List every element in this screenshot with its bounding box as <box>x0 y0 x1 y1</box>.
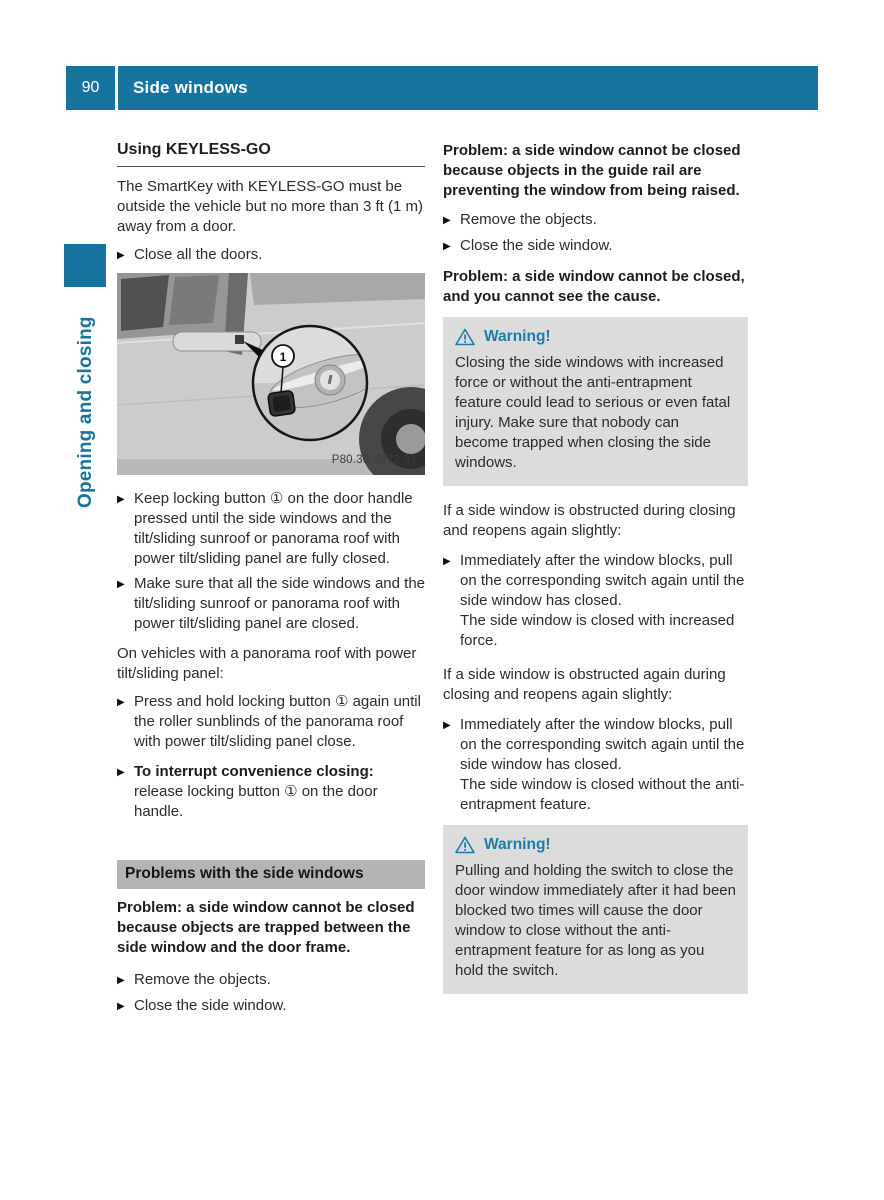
step-remove-objects: ▶ Remove the objects. <box>117 970 425 991</box>
step-remove-objects: ▶ Remove the objects. <box>443 210 748 231</box>
bullet-arrow-icon: ▶ <box>117 697 125 708</box>
bullet-arrow-icon: ▶ <box>117 250 125 261</box>
bullet-arrow-icon: ▶ <box>443 241 451 252</box>
obstructed-again-intro-paragraph: If a side window is obstructed again during closing and reopens again slightly: <box>443 666 726 703</box>
figure-door-handle-image <box>117 273 425 475</box>
step-pull-switch-again: ▶ Immediately after the window blocks, pull on the corresponding switch again until the side window has closed. The side window is closed with increased force. <box>443 551 748 651</box>
bullet-arrow-icon: ▶ <box>117 494 125 505</box>
step-close-side-window: ▶ Close the side window. <box>117 996 425 1017</box>
right-column <box>443 141 748 1009</box>
chapter-label: Opening and closing <box>75 316 96 508</box>
page-header <box>66 66 818 110</box>
warning-text: Closing the side windows with increased force or without the anti-entrapment feature could lead to serious or even fatal injury. Make sure that nobody can become trapped when closing the side windows. <box>455 354 731 471</box>
section-heading-problems: Problems with the side windows <box>117 860 425 889</box>
problem-objects-trapped: Problem: a side window cannot be closed because objects are trapped between the side window and the door frame. <box>117 899 415 956</box>
warning-box-increased-force <box>443 317 748 486</box>
warning-box-hold-switch <box>443 825 748 994</box>
step-result: The side window is closed with increased force. <box>460 612 735 649</box>
warning-title: Warning! <box>484 836 551 853</box>
step-make-sure-closed: ▶ Make sure that all the side windows and the tilt/sliding sunroof or panorama roof with power tilt/sliding panel are closed. <box>117 575 425 632</box>
bullet-arrow-icon: ▶ <box>443 556 451 567</box>
bullet-arrow-icon: ▶ <box>443 720 451 731</box>
figure-caption: P80.30-2272-31 <box>331 454 417 466</box>
step-pull-switch-again-2: ▶ Immediately after the window blocks, pull on the corresponding switch again until the side window has closed. The side window is closed without the anti-entrapment feature. <box>443 715 748 815</box>
problem-no-cause: Problem: a side window cannot be closed, and you cannot see the cause. <box>443 268 745 305</box>
step-close-all-doors: ▶ Close all the doors. <box>117 245 425 266</box>
bullet-arrow-icon: ▶ <box>117 579 125 590</box>
panorama-intro-paragraph: On vehicles with a panorama roof with power tilt/sliding panel: <box>117 645 417 682</box>
bullet-arrow-icon: ▶ <box>117 975 125 986</box>
keyless-intro-paragraph: The SmartKey with KEYLESS-GO must be outside the vehicle but no more than 3 ft (1 m) away from a door. <box>117 178 423 235</box>
warning-title: Warning! <box>484 328 551 345</box>
bullet-arrow-icon: ▶ <box>117 1001 125 1012</box>
step-close-side-window: ▶ Close the side window. <box>443 236 748 257</box>
callout-number: 1 <box>279 350 287 364</box>
door-handle-illustration <box>117 273 425 475</box>
page-title: Side windows <box>133 78 248 97</box>
bullet-arrow-icon: ▶ <box>443 215 451 226</box>
warning-text: Pulling and holding the switch to close the door window immediately after it had been blocked two times will cause the door window to close without the anti-entrapment feature for as long as you hold the switch. <box>455 862 736 979</box>
warning-triangle-icon <box>455 328 475 346</box>
step-result: The side window is closed without the anti-entrapment feature. <box>460 776 745 813</box>
bullet-arrow-icon: ▶ <box>117 767 125 778</box>
warning-triangle-icon <box>455 836 475 854</box>
step-keep-locking-button: ▶ Keep locking button ① on the door handle pressed until the side windows and the tilt/sliding sunroof or panorama roof with power tilt/sliding panel are fully closed. <box>117 490 413 567</box>
problem-guide-rail: Problem: a side window cannot be closed because objects in the guide rail are preventing the window from being raised. <box>443 142 741 199</box>
chapter-marker-square <box>64 244 106 287</box>
step-press-hold-locking-button: ▶ Press and hold locking button ① again until the roller sunblinds of the panorama roof with power tilt/sliding panel close. <box>117 693 421 750</box>
page-number: 90 <box>66 66 118 110</box>
section-heading-keyless-go: Using KEYLESS-GO <box>117 140 425 167</box>
step-interrupt-convenience-closing: ▶ To interrupt convenience closing:release locking button ① on the door handle. <box>117 763 378 820</box>
left-column <box>117 140 425 1022</box>
obstructed-intro-paragraph: If a side window is obstructed during closing and reopens again slightly: <box>443 502 736 539</box>
